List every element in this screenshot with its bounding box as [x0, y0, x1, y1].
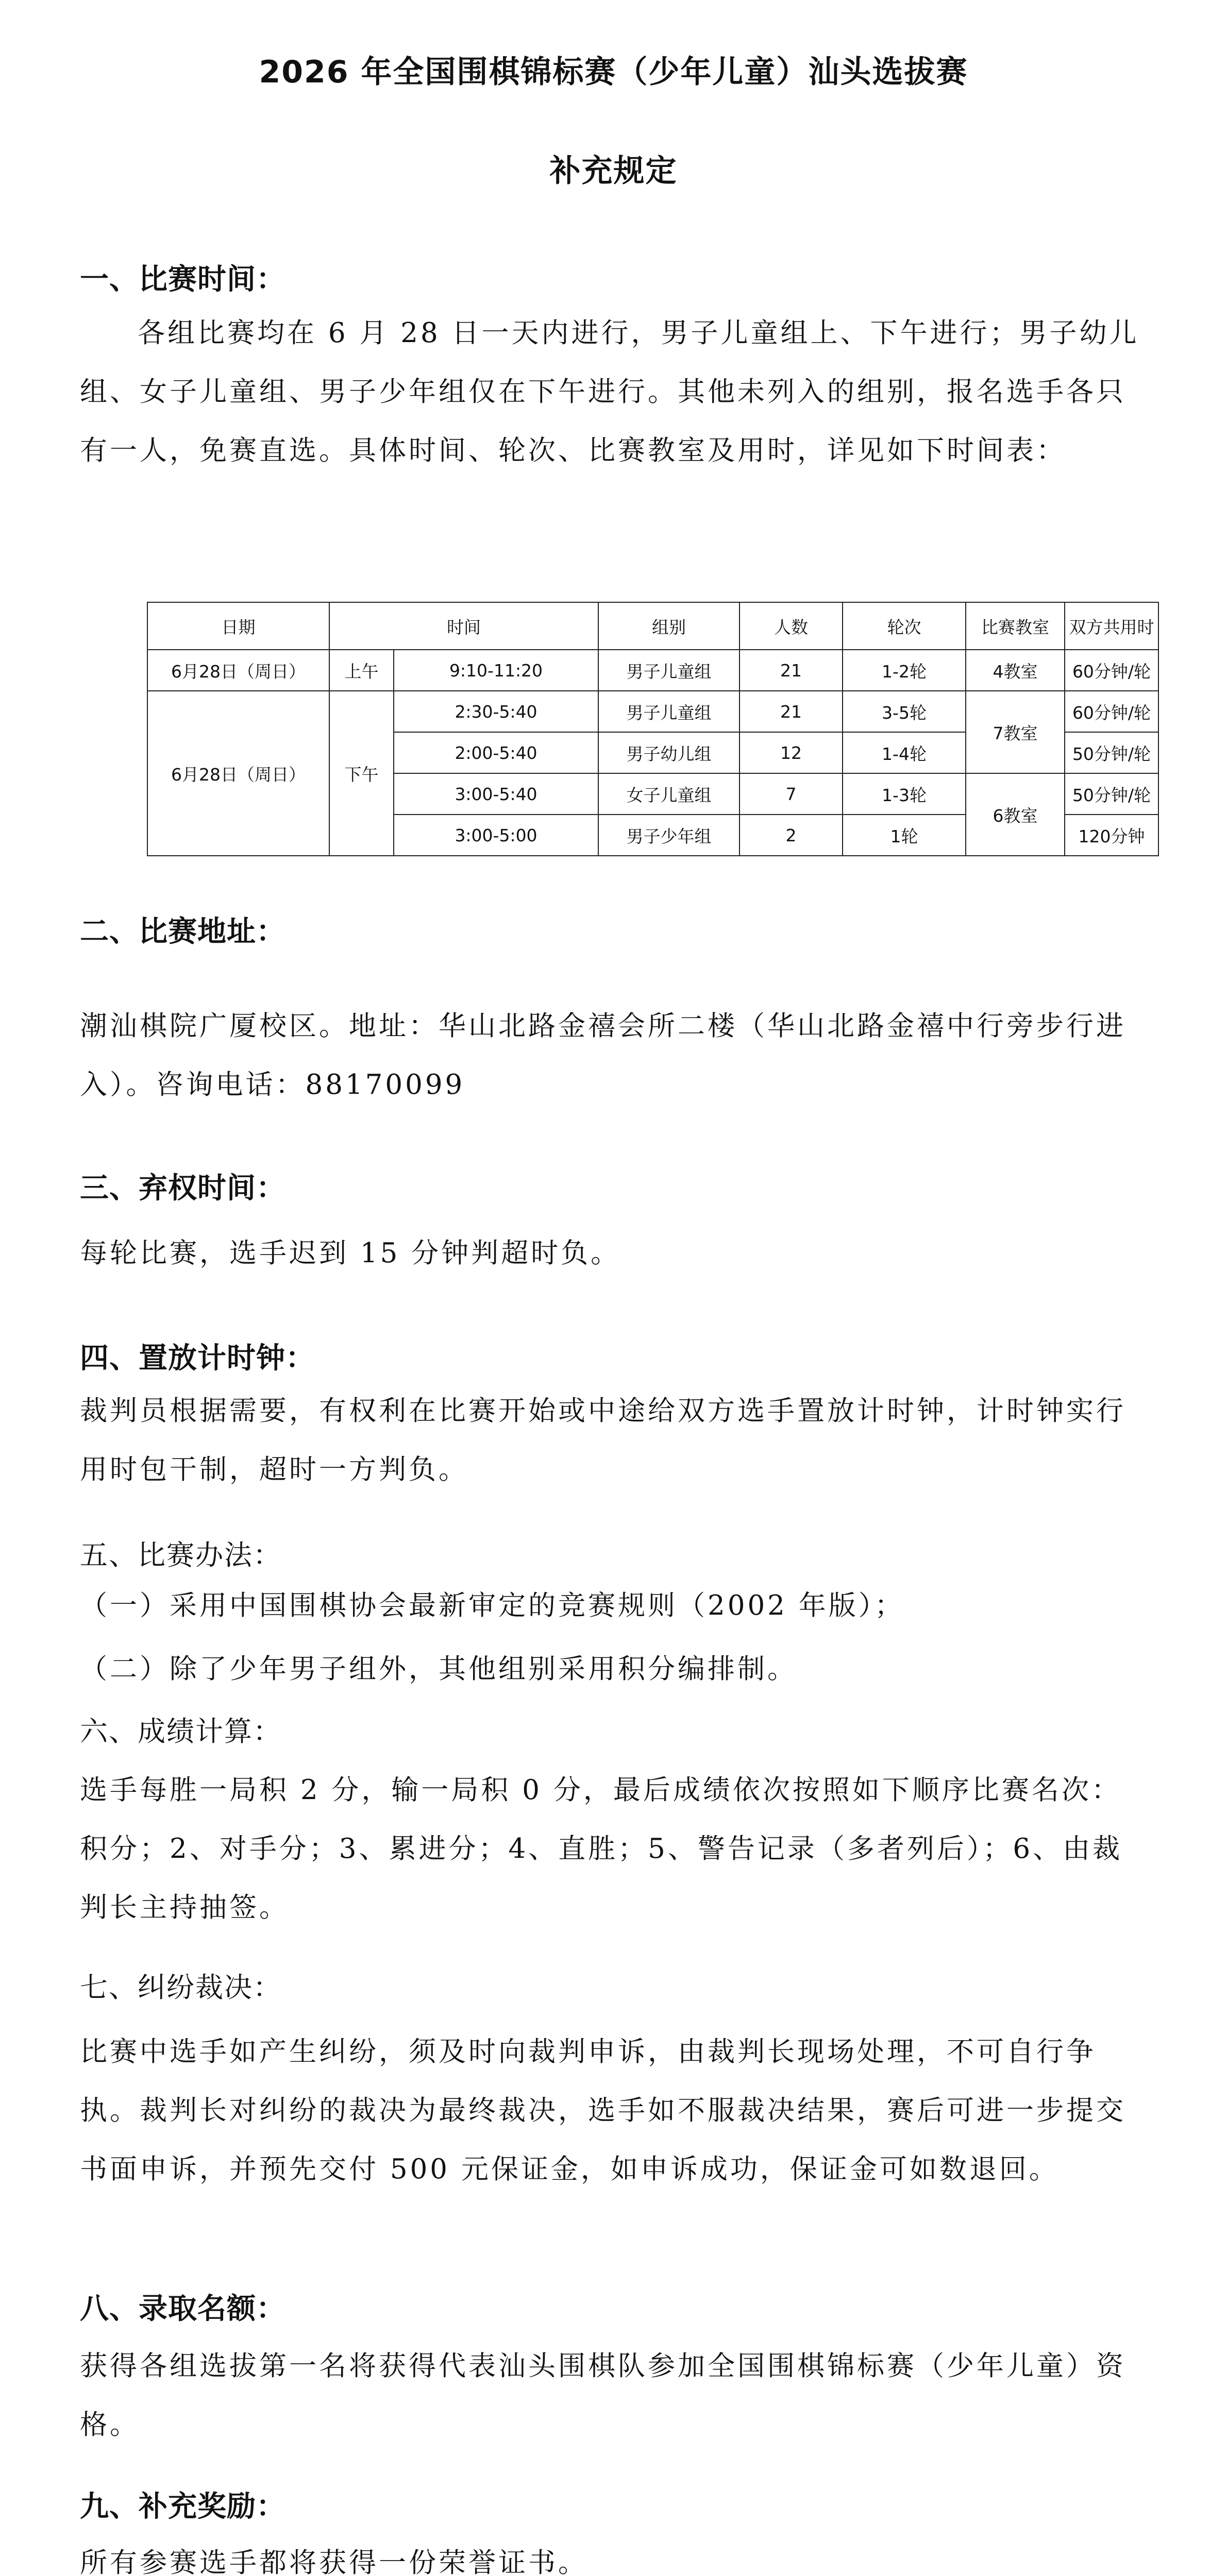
cell-group: 男子儿童组 [598, 650, 739, 691]
section-6-body: 选手每胜一局积 2 分，输一局积 0 分，最后成绩依次按照如下顺序比赛名次：积分；2、对手分；3、累进分；4、直胜；5、警告记录（多者列后）；6、由裁判长主持抽签。 [80, 1774, 1123, 1923]
header-rounds: 轮次 [843, 602, 966, 650]
header-count: 人数 [739, 602, 843, 650]
cell-group: 男子儿童组 [598, 691, 739, 732]
cell-date: 6月28日（周日） [147, 691, 329, 856]
header-duration: 双方共用时 [1065, 602, 1158, 650]
cell-date: 6月28日（周日） [147, 650, 329, 691]
header-time: 时间 [329, 602, 598, 650]
schedule-header-row [147, 602, 1158, 650]
cell-duration: 50分钟/轮 [1065, 732, 1158, 773]
cell-count: 12 [739, 732, 843, 773]
cell-rounds: 3-5轮 [843, 691, 966, 732]
section-3-body: 每轮比赛，选手迟到 15 分钟判超时负。 [80, 1238, 621, 1269]
header-group: 组别 [598, 602, 739, 650]
cell-time: 3:00-5:00 [394, 815, 598, 856]
cell-count: 2 [739, 815, 843, 856]
section-5-item-2: （二）除了少年男子组外，其他组别采用积分编排制。 [80, 1653, 797, 1685]
cell-group: 女子儿童组 [598, 773, 739, 815]
section-5-item-1: （一）采用中国围棋协会最新审定的竞赛规则（2002 年版）； [80, 1590, 905, 1621]
cell-count: 21 [739, 650, 843, 691]
cell-room: 4教室 [966, 650, 1065, 691]
section-5-heading: 五、比赛办法： [80, 1539, 282, 1571]
section-3-heading: 三、弃权时间： [80, 1172, 285, 1205]
cell-duration: 60分钟/轮 [1065, 691, 1158, 732]
cell-group: 男子幼儿组 [598, 732, 739, 773]
section-1-body: 各组比赛均在 6 月 28 日一天内进行，男子儿童组上、下午进行；男子幼儿组、女子儿童组、男子少年组仅在下午进行。其他未列入的组别，报名选手各只有一人，免赛直选。具体时间、轮次、比赛教室及用时，详见如下时间表： [80, 317, 1139, 466]
cell-count: 7 [739, 773, 843, 815]
cell-period: 上午 [329, 650, 394, 691]
cell-time: 2:00-5:40 [394, 732, 598, 773]
cell-room: 7教室 [966, 691, 1065, 773]
section-1-heading: 一、比赛时间： [80, 263, 285, 296]
section-8-heading: 八、录取名额： [80, 2292, 285, 2326]
section-2-body: 潮汕棋院广厦校区。地址：华山北路金禧会所二楼（华山北路金禧中行旁步行进入）。咨询电话：88170099 [80, 1010, 1126, 1100]
table-row [147, 691, 1158, 732]
document-title: 2026 年全国围棋锦标赛（少年儿童）汕头选拔赛 [259, 54, 968, 90]
cell-room: 6教室 [966, 773, 1065, 856]
section-6-heading: 六、成绩计算： [80, 1715, 282, 1748]
cell-period: 下午 [329, 691, 394, 856]
cell-time: 3:00-5:40 [394, 773, 598, 815]
cell-duration: 50分钟/轮 [1065, 773, 1158, 815]
cell-group: 男子少年组 [598, 815, 739, 856]
document-subtitle: 补充规定 [549, 153, 678, 189]
table-row [147, 650, 1158, 691]
cell-count: 21 [739, 691, 843, 732]
schedule-table [147, 602, 1159, 856]
section-9-body: 所有参赛选手都将获得一份荣誉证书。 [80, 2547, 588, 2576]
cell-rounds: 1-3轮 [843, 773, 966, 815]
cell-time: 9:10-11:20 [394, 650, 598, 691]
cell-rounds: 1-4轮 [843, 732, 966, 773]
section-9-heading: 九、补充奖励： [80, 2490, 285, 2523]
header-room: 比赛教室 [966, 602, 1065, 650]
section-4-body: 裁判员根据需要，有权利在比赛开始或中途给双方选手置放计时钟，计时钟实行用时包干制，超时一方判负。 [80, 1395, 1126, 1485]
section-8-body: 获得各组选拔第一名将获得代表汕头围棋队参加全国围棋锦标赛（少年儿童）资格。 [80, 2350, 1126, 2441]
cell-time: 2:30-5:40 [394, 691, 598, 732]
cell-rounds: 1轮 [843, 815, 966, 856]
cell-duration: 60分钟/轮 [1065, 650, 1158, 691]
section-7-body: 比赛中选手如产生纠纷，须及时向裁判申诉，由裁判长现场处理，不可自行争执。裁判长对纠纷的裁决为最终裁决，选手如不服裁决结果，赛后可进一步提交书面申诉，并预先交付 500 元保证金，如申诉成功，保证金可如数退回。 [80, 2036, 1126, 2185]
section-7-heading: 七、纠纷裁决： [80, 1971, 282, 2004]
cell-rounds: 1-2轮 [843, 650, 966, 691]
cell-duration: 120分钟 [1065, 815, 1158, 856]
header-date: 日期 [147, 602, 329, 650]
section-2-heading: 二、比赛地址： [80, 915, 285, 948]
section-4-heading: 四、置放计时钟： [80, 1342, 315, 1375]
